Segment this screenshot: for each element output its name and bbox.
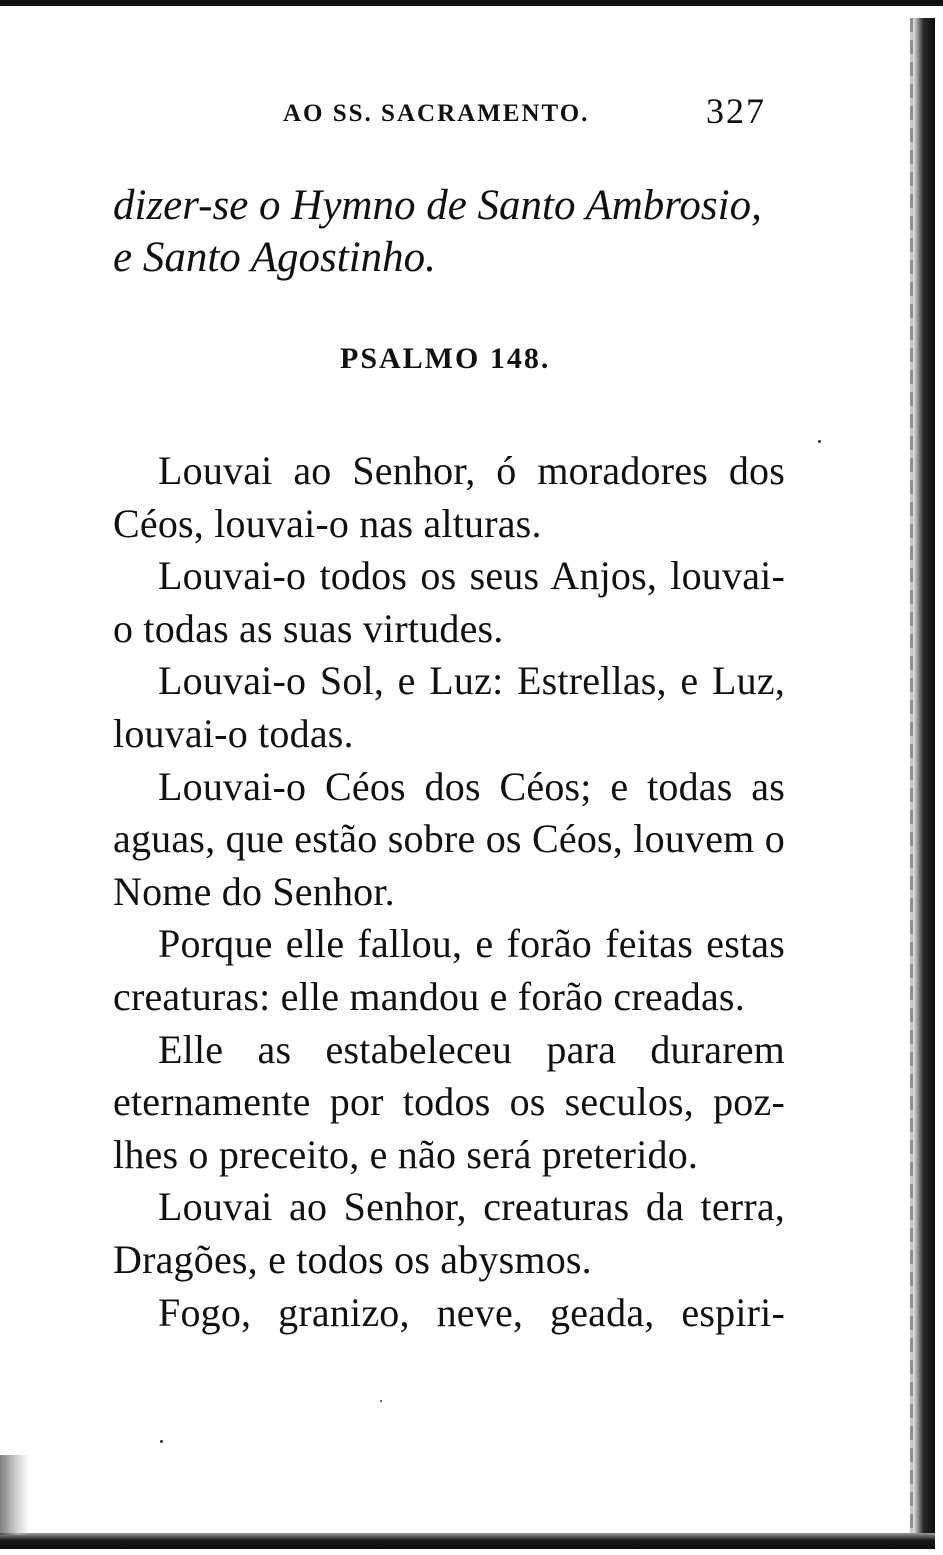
scan-border-top: [0, 0, 943, 6]
verse: Louvai ao Senhor, creaturas da terra, Dragões, e todos os abysmos.: [113, 1184, 785, 1282]
page-number: 327: [706, 91, 766, 131]
running-head: AO SS. SACRAMENTO.: [283, 100, 590, 127]
scan-speck: [818, 440, 821, 443]
intro-line: dizer-se o Hymno de Santo Ambrosio,: [113, 182, 762, 229]
scan-shadow-corner: [0, 1455, 30, 1535]
verse: Elle as estabeleceu para durarem eternamente por todos os seculos, poz-lhes o preceito, e não será preterido.: [113, 1026, 785, 1177]
verse: Louvai-o Sol, e Luz: Estrellas, e Luz, louvai-o todas.: [113, 658, 785, 756]
psalm-title: PSALMO 148.: [340, 342, 551, 375]
verse: Fogo, granizo, neve, geada, espiri-: [158, 1289, 785, 1335]
verse: Louvai ao Senhor, ó moradores dos Céos, louvai-o nas alturas.: [113, 448, 785, 546]
intro-line: e Santo Agostinho.: [113, 234, 436, 281]
scan-border-right-inner: [910, 18, 913, 1543]
intro-text: [113, 180, 803, 284]
verse: Porque elle fallou, e forão feitas estas creaturas: elle mandou e forão creadas.: [113, 921, 785, 1019]
verse: Louvai-o Céos dos Céos; e todas as aguas, que estão sobre os Céos, louvem o Nome do Senhor.: [113, 763, 785, 914]
scan-speck: [160, 1440, 163, 1443]
psalm-body: [113, 445, 785, 1339]
scan-speck: [380, 1400, 382, 1402]
verse: Louvai-o todos os seus Anjos, louvai-o todas as suas virtudes.: [113, 553, 785, 651]
scan-border-bottom: [0, 1533, 935, 1549]
